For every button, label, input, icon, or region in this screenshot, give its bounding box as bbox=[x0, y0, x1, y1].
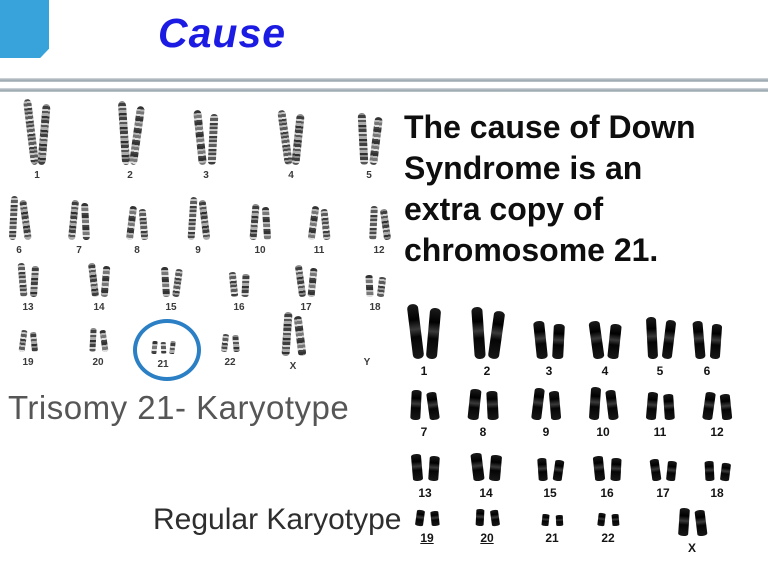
chromosome-pair-9 bbox=[533, 388, 560, 420]
chromosome bbox=[430, 511, 440, 527]
chromosome bbox=[645, 317, 657, 359]
chromosome bbox=[426, 391, 440, 420]
chromosome-pair-1 bbox=[27, 99, 48, 165]
chromosome-label-2: 2 bbox=[127, 170, 133, 181]
chromosome-label-17: 17 bbox=[300, 302, 312, 313]
chromosome-pair-17 bbox=[651, 459, 676, 481]
chromosome bbox=[228, 272, 238, 298]
chromosome-pair-12 bbox=[370, 206, 389, 240]
chromosome bbox=[649, 458, 661, 481]
chromosome bbox=[489, 510, 499, 527]
chromosome bbox=[487, 310, 505, 359]
chromosome-label-6: 6 bbox=[16, 245, 22, 256]
chromosome-pair-11 bbox=[310, 206, 329, 240]
chromosome-pair-2 bbox=[473, 307, 502, 359]
chromosome bbox=[425, 308, 440, 360]
chromosome bbox=[100, 266, 110, 297]
chromosome bbox=[486, 391, 499, 421]
chromosome-label-22: 22 bbox=[601, 531, 615, 545]
chromosome-pair-15 bbox=[538, 458, 563, 481]
chromosome-pair-X bbox=[283, 312, 304, 356]
chromosome bbox=[665, 461, 676, 482]
chromosome-pair-16 bbox=[230, 272, 249, 297]
chromosome bbox=[207, 114, 218, 165]
chromosome bbox=[475, 509, 484, 526]
chromosome-pair-18 bbox=[705, 461, 730, 481]
chromosome-label-4: 4 bbox=[288, 170, 294, 181]
chromosome bbox=[719, 463, 730, 482]
chromosome-pair-4 bbox=[281, 110, 302, 165]
chromosome bbox=[99, 330, 108, 353]
chromosome bbox=[369, 206, 378, 240]
chromosome bbox=[19, 200, 31, 241]
chromosome bbox=[117, 101, 129, 165]
chromosome-pair-9 bbox=[189, 197, 208, 240]
chromosome bbox=[471, 307, 486, 360]
chromosome-pair-6 bbox=[10, 196, 29, 240]
chromosome bbox=[293, 316, 306, 357]
chromosome bbox=[89, 328, 96, 352]
chromosome bbox=[537, 458, 548, 482]
chromosome-pair-20 bbox=[90, 328, 107, 352]
chromosome bbox=[414, 510, 424, 527]
chromosome bbox=[470, 452, 484, 481]
chromosome-label-6: 6 bbox=[703, 364, 711, 378]
chromosome-pair-7 bbox=[411, 390, 438, 420]
chromosome-label-16: 16 bbox=[233, 302, 245, 313]
chromosome-label-5: 5 bbox=[656, 364, 664, 378]
chromosome bbox=[548, 391, 560, 421]
chromosome bbox=[406, 304, 424, 360]
chromosome bbox=[160, 267, 169, 297]
body-text-line: chromosome 21. bbox=[404, 232, 659, 268]
chromosome-label-7: 7 bbox=[420, 425, 428, 439]
title-divider-top bbox=[0, 78, 768, 82]
chromosome-label-20: 20 bbox=[480, 531, 494, 545]
chromosome-pair-19 bbox=[20, 330, 37, 352]
chromosome bbox=[138, 209, 148, 240]
body-text bbox=[404, 107, 764, 271]
chromosome-label-17: 17 bbox=[656, 486, 670, 500]
chromosome-label-13: 13 bbox=[22, 302, 34, 313]
chromosome-label-21: 21 bbox=[545, 531, 559, 545]
chromosome bbox=[198, 200, 210, 241]
chromosome bbox=[29, 266, 38, 297]
trisomy-karyotype-figure bbox=[0, 95, 398, 380]
chromosome-pair-5 bbox=[647, 317, 674, 359]
chromosome bbox=[29, 332, 37, 353]
chromosome-pair-11 bbox=[647, 392, 674, 420]
chromosome bbox=[37, 104, 50, 165]
chromosome-pair-13 bbox=[412, 454, 439, 481]
chromosome-pair-8 bbox=[469, 389, 498, 420]
chromosome-label-14: 14 bbox=[93, 302, 105, 313]
chromosome-label-1: 1 bbox=[420, 364, 428, 378]
chromosome bbox=[172, 269, 183, 298]
chromosome bbox=[17, 263, 27, 297]
chromosome bbox=[187, 197, 197, 240]
chromosome-label-X: X bbox=[289, 361, 297, 372]
chromosome bbox=[592, 456, 605, 482]
chromosome bbox=[18, 330, 27, 353]
chromosome bbox=[702, 391, 716, 420]
chromosome-label-20: 20 bbox=[92, 357, 104, 368]
chromosome-label-8: 8 bbox=[134, 245, 140, 256]
chromosome bbox=[125, 206, 136, 241]
chromosome-label-19: 19 bbox=[22, 357, 34, 368]
chromosome bbox=[552, 324, 565, 360]
chromosome-pair-17 bbox=[297, 265, 316, 297]
chromosome bbox=[8, 196, 17, 240]
chromosome bbox=[541, 514, 549, 527]
chromosome-pair-13 bbox=[19, 263, 38, 297]
chromosome-pair-14 bbox=[472, 453, 501, 481]
body-text-line: extra copy of bbox=[404, 191, 604, 227]
chromosome bbox=[552, 459, 564, 481]
chromosome-pair-22 bbox=[222, 334, 239, 352]
chromosome-label-8: 8 bbox=[479, 425, 487, 439]
chromosome bbox=[663, 394, 675, 421]
chromosome-pair-19 bbox=[416, 510, 439, 526]
chromosome-label-12: 12 bbox=[373, 245, 385, 256]
chromosome-label-15: 15 bbox=[165, 302, 177, 313]
chromosome bbox=[588, 320, 604, 359]
chromosome bbox=[531, 388, 545, 421]
chromosome bbox=[307, 206, 319, 241]
chromosome-label-12: 12 bbox=[710, 425, 724, 439]
chromosome-pair-15 bbox=[162, 267, 181, 297]
chromosome bbox=[87, 263, 98, 298]
chromosome bbox=[376, 277, 385, 298]
chromosome bbox=[365, 275, 373, 297]
chromosome bbox=[320, 209, 330, 241]
chromosome-pair-18 bbox=[366, 275, 385, 297]
chromosome bbox=[277, 110, 293, 166]
chromosome bbox=[357, 113, 368, 165]
chromosome-label-3: 3 bbox=[545, 364, 553, 378]
chromosome-label-11: 11 bbox=[313, 245, 325, 256]
chromosome bbox=[220, 334, 228, 353]
chromosome bbox=[597, 513, 606, 527]
chromosome-pair-10 bbox=[590, 387, 617, 420]
chromosome bbox=[645, 392, 657, 421]
chromosome bbox=[704, 461, 714, 481]
chromosome-label-9: 9 bbox=[542, 425, 550, 439]
chromosome-label-2: 2 bbox=[483, 364, 491, 378]
regular-karyotype-figure bbox=[403, 292, 768, 561]
chromosome bbox=[249, 204, 259, 240]
body-text-line: Syndrome is an bbox=[404, 150, 643, 186]
body-text-line: The cause of Down bbox=[404, 109, 696, 145]
chromosome bbox=[555, 515, 563, 526]
chromosome bbox=[694, 509, 707, 536]
chromosome-pair-14 bbox=[90, 263, 109, 297]
chromosome-label-7: 7 bbox=[76, 245, 82, 256]
chromosome-label-1: 1 bbox=[34, 170, 40, 181]
chromosome bbox=[307, 268, 317, 298]
chromosome-pair-20 bbox=[476, 509, 499, 526]
chromosome bbox=[67, 200, 78, 241]
chromosome-label-10: 10 bbox=[254, 245, 266, 256]
chromosome-pair-4 bbox=[591, 321, 620, 359]
chromosome bbox=[410, 390, 422, 420]
chromosome-label-11: 11 bbox=[653, 425, 667, 439]
page-title: Cause bbox=[158, 10, 287, 56]
chromosome bbox=[23, 99, 39, 165]
chromosome-label-14: 14 bbox=[479, 486, 493, 500]
chromosome-pair-3 bbox=[196, 110, 217, 165]
chromosome-label-Y: Y bbox=[363, 357, 371, 368]
chromosome-label-16: 16 bbox=[600, 486, 614, 500]
chromosome-pair-7 bbox=[70, 200, 89, 240]
chromosome bbox=[588, 387, 600, 421]
chromosome-pair-10 bbox=[251, 204, 270, 240]
chromosome-pair-1 bbox=[410, 304, 439, 359]
chromosome-label-21: 21 bbox=[157, 359, 169, 370]
regular-caption: Regular Karyotype bbox=[153, 503, 402, 536]
trisomy-highlight-circle bbox=[133, 319, 201, 381]
chromosome bbox=[661, 320, 676, 360]
chromosome bbox=[281, 312, 292, 356]
chromosome-label-9: 9 bbox=[195, 245, 201, 256]
chromosome bbox=[294, 265, 305, 298]
chromosome bbox=[241, 274, 249, 297]
chromosome-pair-22 bbox=[598, 513, 619, 526]
chromosome bbox=[81, 203, 90, 240]
chromosome bbox=[678, 508, 690, 537]
chromosome bbox=[488, 455, 501, 482]
chromosome bbox=[605, 390, 619, 421]
chromosome-label-10: 10 bbox=[596, 425, 610, 439]
chromosome-label-18: 18 bbox=[369, 302, 381, 313]
corner-accent-square bbox=[0, 0, 49, 58]
chromosome-label-15: 15 bbox=[543, 486, 557, 500]
chromosome bbox=[428, 456, 440, 482]
chromosome-label-22: 22 bbox=[224, 357, 236, 368]
chromosome bbox=[291, 114, 304, 166]
chromosome bbox=[719, 394, 732, 421]
chromosome-label-5: 5 bbox=[366, 170, 372, 181]
chromosome-label-4: 4 bbox=[601, 364, 609, 378]
chromosome bbox=[607, 324, 622, 360]
chromosome bbox=[193, 110, 207, 166]
chromosome-label-13: 13 bbox=[418, 486, 432, 500]
chromosome bbox=[467, 389, 481, 421]
chromosome-pair-16 bbox=[594, 456, 621, 481]
chromosome-pair-8 bbox=[128, 206, 147, 240]
chromosome-pair-21 bbox=[542, 514, 563, 526]
chromosome-pair-3 bbox=[535, 321, 564, 359]
chromosome-label-X: X bbox=[687, 541, 696, 555]
chromosome-pair-2 bbox=[120, 101, 141, 165]
chromosome bbox=[369, 117, 383, 166]
chromosome bbox=[410, 454, 422, 482]
chromosome-label-18: 18 bbox=[710, 486, 724, 500]
chromosome bbox=[379, 209, 390, 241]
chromosome bbox=[261, 207, 270, 240]
chromosome bbox=[610, 458, 621, 481]
chromosome-pair-12 bbox=[704, 392, 731, 420]
chromosome bbox=[709, 324, 721, 360]
chromosome bbox=[533, 321, 548, 360]
chromosome-label-3: 3 bbox=[203, 170, 209, 181]
chromosome bbox=[611, 514, 619, 527]
chromosome bbox=[692, 321, 705, 360]
chromosome-pair-5 bbox=[359, 113, 380, 165]
chromosome bbox=[232, 335, 239, 352]
chromosome bbox=[128, 106, 144, 166]
trisomy-caption: Trisomy 21- Karyotype bbox=[8, 389, 350, 426]
chromosome-pair-6 bbox=[694, 321, 721, 359]
chromosome-label-19: 19 bbox=[420, 531, 434, 545]
chromosome-pair-X bbox=[679, 508, 706, 536]
title-divider-bottom bbox=[0, 88, 768, 92]
